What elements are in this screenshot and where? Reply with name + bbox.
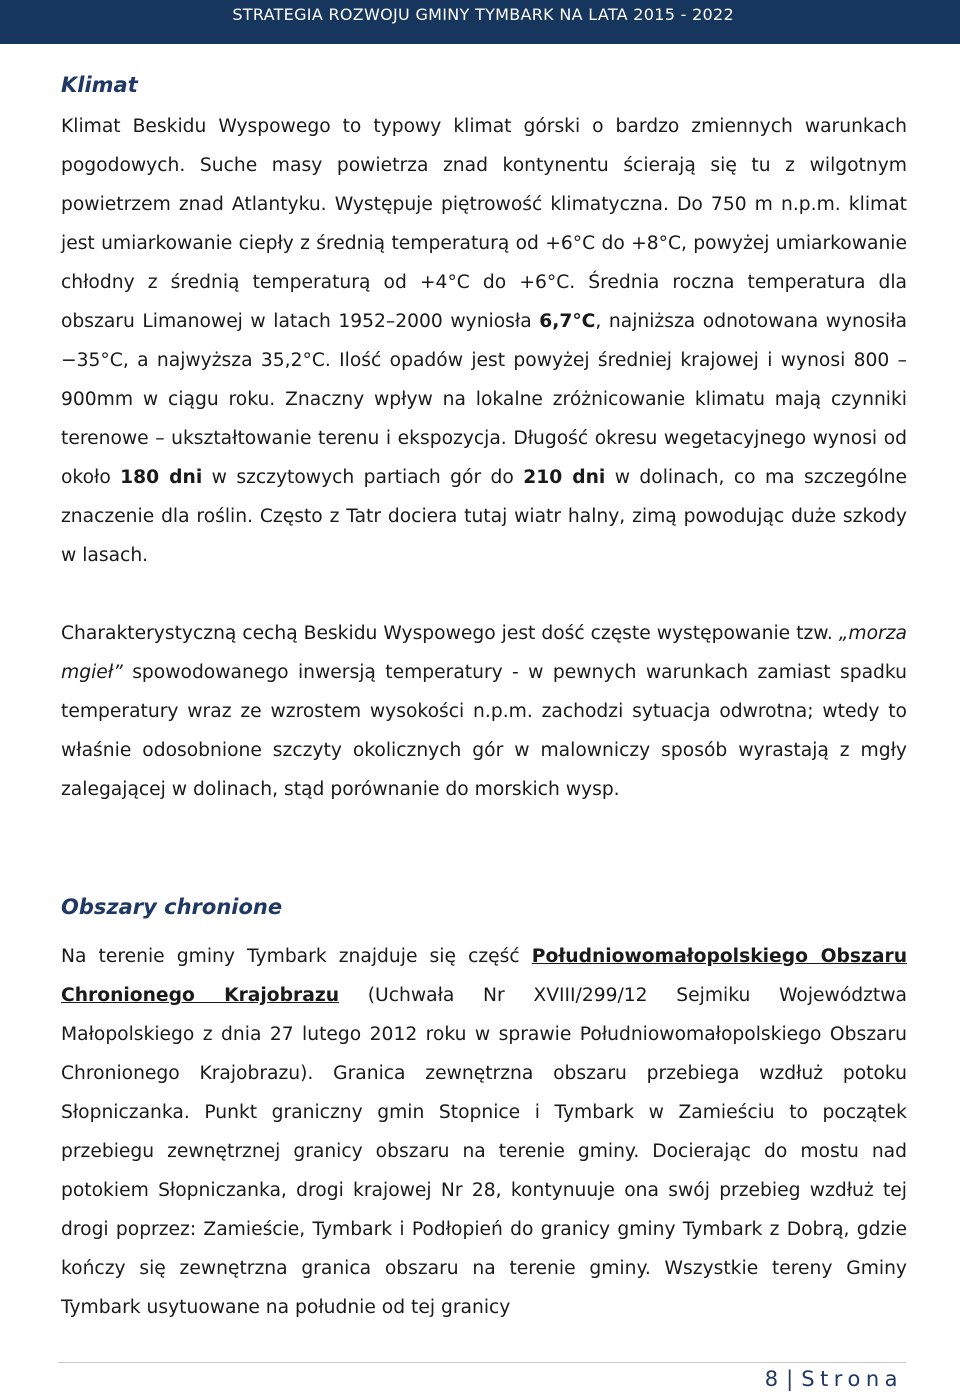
fog-sea-term: „morza mgieł” [61, 623, 907, 683]
annual-temperature: 6,7°C [539, 311, 596, 332]
section-heading-klimat: Klimat [61, 73, 138, 97]
obszary-text: (Uchwała Nr XVIII/299/12 Sejmiku Województwa Małopolskiego z dnia 27 lutego 2012 roku w sprawie Południowomałopolskiego Obszaru Chronionego Krajobrazu). Granica zewnętrzna obszaru przebiega wzdłuż potoku Słopniczanka. Punkt graniczny gmin Stopnice i Tymbark w Zamieściu to początek przebiegu zewnętrznej granicy obszaru na terenie gminy. Docierając do mostu nad potokiem Słopniczanka, drogi krajowej Nr 28, kontynuuje ona swój przebieg wzdłuż tej drogi poprzez: Zamieście, Tymbark i Podłopień do granicy gminy Tymbark z Dobrą, gdzie kończy się zewnętrzna granica obszaru na terenie gminy. Wszystkie tereny Gminy Tymbark usytuowane na południe od tej granicy [61, 985, 907, 1318]
document-title: STRATEGIA ROZWOJU GMINY TYMBARK NA LATA 2015 - 2022 [232, 5, 734, 24]
footer-rule [58, 1362, 906, 1363]
protected-area-name: Południowomałopolskiego Obszaru Chronionego Krajobrazu [61, 946, 907, 1006]
page-label: Strona [801, 1367, 903, 1391]
vegetation-period-min: 180 dni [120, 467, 203, 488]
page-number: 8 [764, 1367, 779, 1391]
section-heading-obszary-chronione: Obszary chronione [61, 895, 283, 919]
klimat-text: spowodowanego inwersją temperatury - w pewnych warunkach zamiast spadku temperatury wraz ze wzrostem wysokości n.p.m. zachodzi sytuacja odwrotna; wtedy to właśnie odosobnione szczyty okolicznych gór w malowniczy sposób wyrastają z mgły zalegającej w dolinach, stąd porównanie do morskich wysp. [61, 662, 907, 800]
klimat-text: w szczytowych partiach gór do [202, 467, 524, 488]
klimat-text: w dolinach, co ma szczególne znaczenie dla roślin. Często z Tatr dociera tutaj wiatr halny, zimą powodując duże szkody w lasach. [61, 467, 907, 566]
klimat-paragraph-2 [61, 614, 907, 809]
vegetation-period-max: 210 dni [523, 467, 606, 488]
klimat-text: Charakterystyczną cechą Beskidu Wyspowego jest dość częste występowanie tzw. [61, 623, 839, 644]
obszary-paragraph-1 [61, 937, 907, 1327]
page-header [0, 0, 960, 44]
klimat-paragraph-1 [61, 107, 907, 575]
obszary-text: Na terenie gminy Tymbark znajduje się część [61, 946, 532, 967]
klimat-text: Klimat Beskidu Wyspowego to typowy klimat górski o bardzo zmiennych warunkach pogodowych. Suche masy powietrza znad kontynentu ścierają się tu z wilgotnym powietrzem znad Atlantyku. Występuje piętrowość klimatyczna. Do 750 m n.p.m. klimat jest umiarkowanie ciepły z średnią temperaturą od +6°C do +8°C, powyżej umiarkowanie chłodny z średnią temperaturą od +4°C do +6°C. Średnia roczna temperatura dla obszaru Limanowej w latach 1952–2000 wyniosła [61, 116, 907, 332]
page-footer [765, 1364, 903, 1394]
klimat-text: , najniższa odnotowana wynosiła −35°C, a najwyższa 35,2°C. Ilość opadów jest powyżej średniej krajowej i wynosi 800 – 900mm w ciągu roku. Znaczny wpływ na lokalne zróżnicowanie klimatu mają czynniki terenowe – ukształtowanie terenu i ekspozycja. Długość okresu wegetacyjnego wynosi od około [61, 311, 907, 488]
footer-separator: | [786, 1367, 794, 1391]
